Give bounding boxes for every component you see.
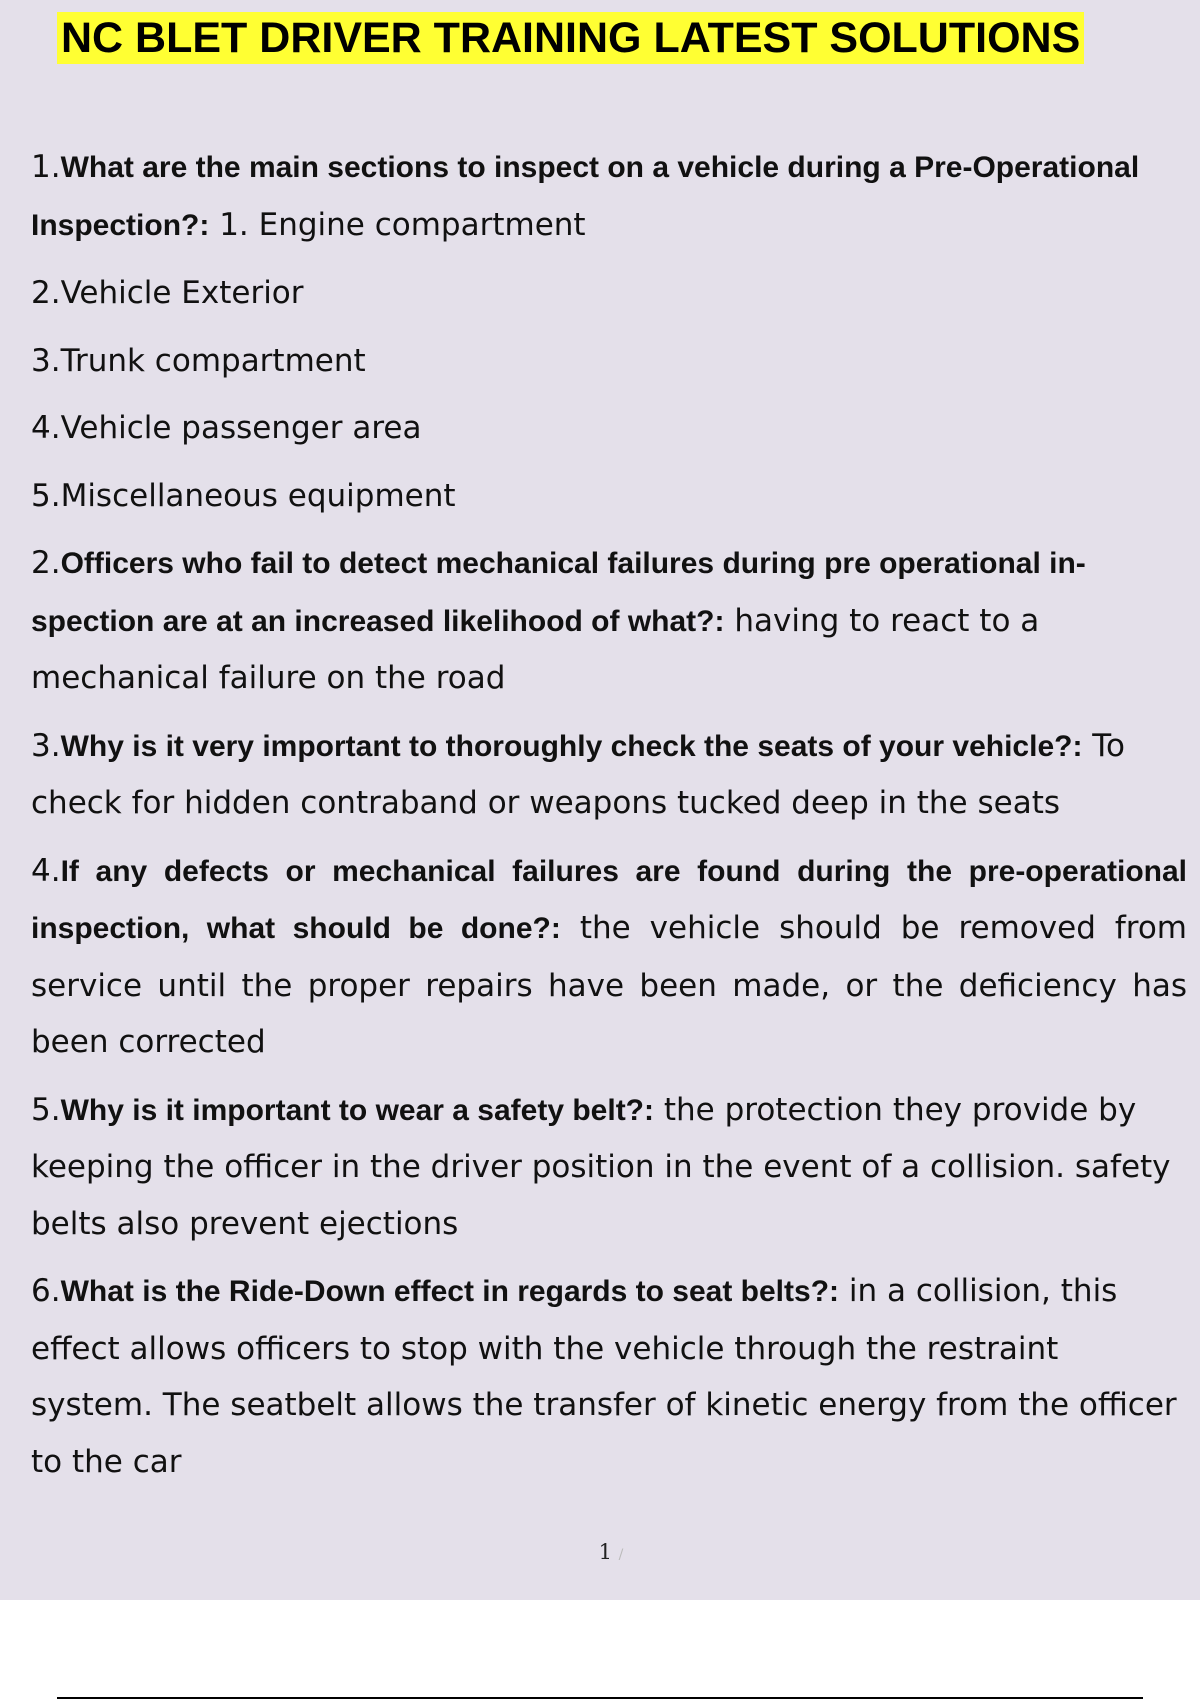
page-number-suffix: / bbox=[618, 1547, 624, 1563]
page-divider bbox=[57, 1697, 1143, 1699]
document-title: NC BLET DRIVER TRAINING LATEST SOLUTIONS bbox=[57, 12, 1084, 64]
sub-item: 2.Vehicle Exterior bbox=[31, 275, 304, 311]
question-text: What is the Ride-Down effect in regards to seat belts?: bbox=[60, 1275, 840, 1308]
answer-text: the protection they provide by keeping the officer in the driver position in the event of a collision. safety belts also prevent ejections bbox=[31, 1091, 1171, 1242]
answer-text: having to react to a mechanical failure on the road bbox=[31, 602, 1040, 696]
answer-text: 1. Engine compartment bbox=[209, 206, 586, 243]
answer-text: To check for hidden contraband or weapons tucked deep in the seats bbox=[31, 727, 1125, 821]
item-number: 3. bbox=[31, 727, 61, 764]
sub-item: 3.Trunk compartment bbox=[31, 342, 366, 379]
item-number: 6. bbox=[31, 1273, 61, 1309]
answer-text: in a collision, this effect allows officers to stop with the vehicle through the restraint system. The seatbelt allows the transfer of kinetic energy from the officer to the car bbox=[31, 1273, 1177, 1480]
item-number: 2. bbox=[31, 545, 61, 581]
question-text: What are the main sections to inspect on a vehicle during a Pre-Operational Inspection?: bbox=[31, 151, 1140, 242]
question-text: Why is it important to wear a safety belt?: bbox=[60, 1093, 655, 1127]
qa-item-5 bbox=[31, 1082, 1187, 1253]
question-text: Officers who fail to detect mechanical failures during pre operational in-spection are at an increased likelihood of what?: bbox=[31, 547, 1086, 638]
answer-text: the vehicle should be removed from service until the proper repairs have been made, or the deficiency has been corrected bbox=[31, 910, 1187, 1060]
page-number bbox=[0, 1540, 1200, 1564]
item-number: 1. bbox=[31, 149, 61, 185]
qa-item-6 bbox=[31, 1263, 1187, 1490]
qa-item-2 bbox=[31, 535, 1187, 707]
qa-item-3 bbox=[31, 718, 1187, 832]
item-number: 4. bbox=[31, 852, 61, 889]
question-text: Why is it very important to thoroughly check the seats of your vehicle?: bbox=[60, 729, 1083, 763]
item-number: 5. bbox=[31, 1091, 61, 1128]
qa-list bbox=[31, 139, 1187, 1501]
qa-item-4 bbox=[31, 843, 1187, 1071]
qa-item-1 bbox=[31, 139, 1187, 254]
sub-item: 4.Vehicle passenger area bbox=[31, 410, 422, 446]
sub-item: 5.Miscellaneous equipment bbox=[31, 477, 456, 514]
page-number-value: 1 bbox=[598, 1540, 612, 1564]
question-text: If any defects or mechanical failures are found during the pre-operational inspection, what should be done?: bbox=[31, 854, 1187, 945]
